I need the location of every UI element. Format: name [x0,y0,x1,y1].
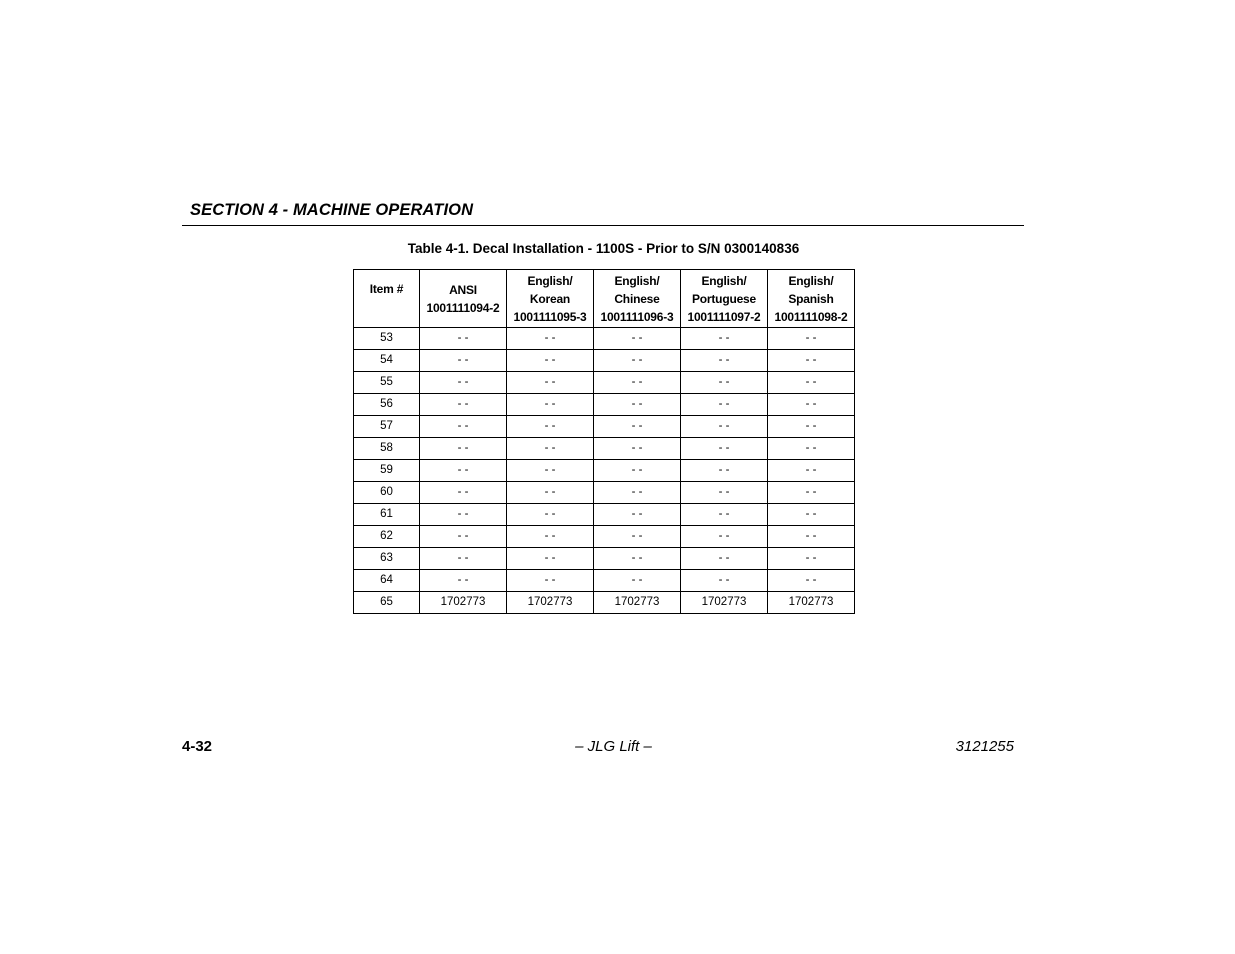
table-row [354,350,855,372]
part-number-cell: - - [420,372,507,394]
table-row [354,328,855,350]
item-number-cell: 56 [354,394,420,416]
column-header-line: 1001111094-2 [426,300,500,315]
part-number-cell: - - [507,460,594,482]
column-header [768,270,855,328]
part-number-cell: - - [420,460,507,482]
part-number-cell: - - [681,350,768,372]
item-number-cell: 55 [354,372,420,394]
part-number-cell: - - [681,526,768,548]
column-header-line: 1001111097-2 [687,309,761,324]
part-number-cell: - - [681,504,768,526]
part-number-cell: - - [768,570,855,592]
table-row [354,416,855,438]
part-number-cell: - - [594,394,681,416]
part-number-cell: - - [681,570,768,592]
part-number-cell: - - [768,482,855,504]
table-row [354,570,855,592]
part-number-cell: - - [681,460,768,482]
part-number-cell: - - [594,350,681,372]
column-header-line: English/ [788,273,834,288]
column-header-line: Chinese [614,291,660,306]
item-number-cell: 54 [354,350,420,372]
column-header [507,270,594,328]
part-number-cell: - - [594,438,681,460]
column-header-line: ANSI [449,282,477,297]
item-number-cell: 65 [354,592,420,614]
part-number-cell: - - [768,548,855,570]
part-number-cell: - - [681,416,768,438]
part-number-cell: - - [507,504,594,526]
part-number-cell: - - [420,482,507,504]
document-number: 3121255 [955,738,1014,755]
part-number-cell: - - [420,394,507,416]
column-header-line: 1001111096-3 [600,309,674,324]
header-divider [182,225,1024,226]
table-row [354,526,855,548]
part-number-cell: - - [507,438,594,460]
part-number-cell: - - [507,372,594,394]
part-number-cell: - - [507,394,594,416]
part-number-cell: - - [768,372,855,394]
part-number-cell: - - [420,438,507,460]
column-header-line: 1001111098-2 [774,309,848,324]
part-number-cell: - - [681,438,768,460]
part-number-cell: - - [594,416,681,438]
part-number-cell: - - [768,438,855,460]
part-number-cell: - - [420,504,507,526]
item-number-cell: 62 [354,526,420,548]
part-number-cell: - - [768,394,855,416]
part-number-cell: 1702773 [420,592,507,614]
table-row [354,592,855,614]
part-number-cell: - - [420,350,507,372]
column-header-line: Spanish [788,291,834,306]
part-number-cell: - - [420,328,507,350]
column-header-line: English/ [701,273,747,288]
part-number-cell: - - [594,460,681,482]
table-row [354,372,855,394]
table-row [354,548,855,570]
part-number-cell: - - [420,570,507,592]
part-number-cell: - - [594,372,681,394]
part-number-cell: - - [768,526,855,548]
part-number-cell: - - [768,328,855,350]
table-row [354,438,855,460]
column-header [594,270,681,328]
column-header [681,270,768,328]
part-number-cell: - - [768,350,855,372]
column-header-line: Korean [529,291,571,306]
part-number-cell: - - [681,328,768,350]
section-title: SECTION 4 - MACHINE OPERATION [190,201,474,219]
table-title: Table 4-1. Decal Installation - 1100S - Prior to S/N 0300140836 [407,241,800,256]
column-header-item: Item # [354,270,420,328]
part-number-cell: 1702773 [594,592,681,614]
part-number-cell: - - [768,460,855,482]
part-number-cell: - - [681,372,768,394]
table-row [354,394,855,416]
part-number-cell: - - [594,570,681,592]
item-number-cell: 61 [354,504,420,526]
part-number-cell: - - [507,570,594,592]
part-number-cell: 1702773 [507,592,594,614]
item-number-cell: 63 [354,548,420,570]
page-number: 4-32 [182,738,213,755]
item-number-cell: 59 [354,460,420,482]
part-number-cell: - - [420,526,507,548]
part-number-cell: - - [681,482,768,504]
part-number-cell: - - [768,416,855,438]
column-header-line: English/ [614,273,660,288]
part-number-cell: - - [507,416,594,438]
part-number-cell: - - [420,548,507,570]
item-number-cell: 60 [354,482,420,504]
part-number-cell: - - [768,504,855,526]
item-number-cell: 57 [354,416,420,438]
part-number-cell: - - [594,328,681,350]
part-number-cell: - - [507,350,594,372]
part-number-cell: - - [681,394,768,416]
part-number-cell: 1702773 [768,592,855,614]
item-number-cell: 64 [354,570,420,592]
part-number-cell: - - [594,504,681,526]
column-header-line: English/ [527,273,573,288]
table-row [354,504,855,526]
table-body [354,328,855,614]
part-number-cell: - - [507,526,594,548]
column-header-line: Portuguese [691,291,756,306]
column-header-line: 1001111095-3 [513,309,587,324]
table-row [354,460,855,482]
item-number-cell: 53 [354,328,420,350]
part-number-cell: - - [681,548,768,570]
part-number-cell: - - [507,328,594,350]
part-number-cell: - - [507,482,594,504]
decal-installation-table [353,269,855,614]
footer-brand: – JLG Lift – [575,738,652,755]
table-header-row [354,270,855,328]
part-number-cell: - - [594,548,681,570]
part-number-cell: - - [420,416,507,438]
part-number-cell: - - [594,482,681,504]
part-number-cell: - - [594,526,681,548]
part-number-cell: 1702773 [681,592,768,614]
part-number-cell: - - [507,548,594,570]
table-row [354,482,855,504]
item-number-cell: 58 [354,438,420,460]
column-header [420,270,507,328]
